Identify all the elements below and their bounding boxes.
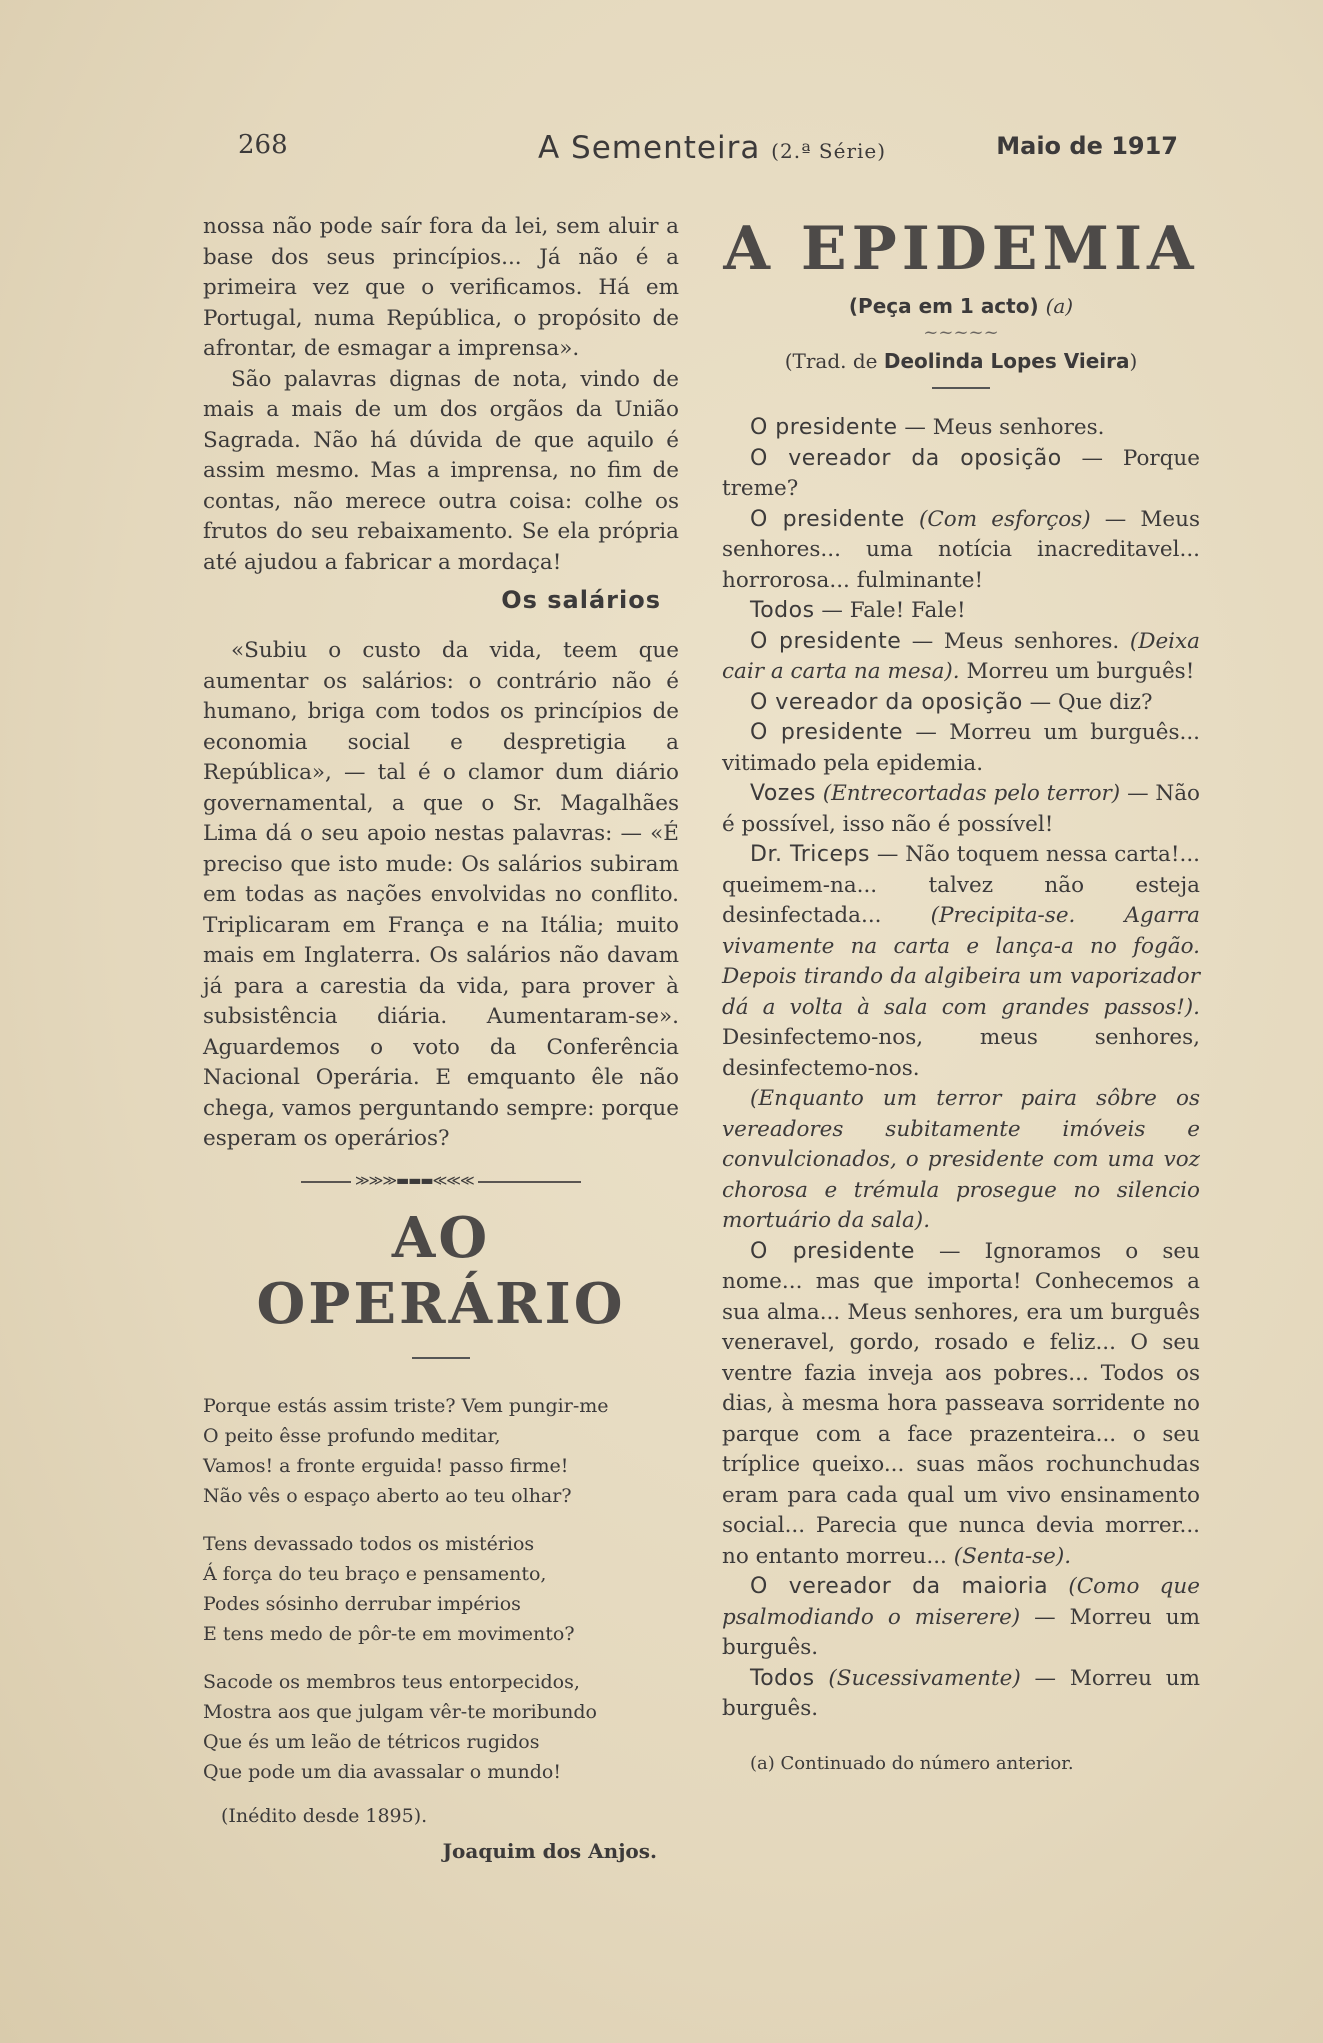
- dialogue-line: [722, 688, 1200, 719]
- dialogue-line: [722, 1664, 1200, 1725]
- dialogue-line: [722, 1084, 1200, 1237]
- translator-name: Deolinda Lopes Vieira: [883, 349, 1130, 373]
- dialogue-line: [722, 505, 1200, 597]
- poem-line: Á força do teu braço e pensamento,: [203, 1562, 547, 1585]
- dialogue-line: [722, 444, 1200, 505]
- right-column: [722, 212, 1200, 1774]
- stage-direction: (Precipita-se. Agarra vivamente na carta e lança-a no fogão. Depois tirando da algibeira um vaporizador dá a volta à sala com grandes passos!).: [722, 903, 1201, 1020]
- stage-direction: (Sucessivamente): [814, 1665, 1021, 1691]
- dialogue-text: — Morreu um burguês.: [722, 1665, 1200, 1721]
- left-column: [203, 212, 679, 1863]
- dialogue-text: Desinfectemo-nos, meus senhores, desinfectemo-nos.: [722, 1025, 1200, 1081]
- publication-title: [538, 130, 886, 166]
- poem-line: Sacode os membros teus entorpecidos,: [203, 1670, 580, 1693]
- dialogue-text: — Meus senhores... uma notícia inacreditavel... horrorosa... fulminante!: [722, 506, 1200, 593]
- dialogue-text: — Porque treme?: [722, 445, 1200, 501]
- series-label: (2.ª Série): [771, 139, 887, 163]
- wavy-divider: ~~~~~: [923, 322, 999, 343]
- speaker-name: Dr. Triceps: [750, 842, 870, 867]
- paragraph-salarios: «Subiu o custo da vida, teem que aumentar os salários: o contrário não é humano, briga com todos os princípios de economia social e despretigia a República», — tal é o clamor dum diário governamental, a que o Sr. Magalhães Lima dá o seu apoio nestas palavras: — «É preciso que isto mude: Os salários subiram em todas as nações envolvidas no conflito. Triplicaram em França e na Itália; muito mais em Inglaterra. Os salários não davam já para a carestia da vida, para prover à subsistência diária. Aumentaram-se». Aguardemos o voto da Conferência Nacional Operária. E emquanto êle não chega, vamos perguntando sempre: porque esperam os operários?: [203, 638, 679, 1151]
- publication-name: A Sementeira: [538, 130, 761, 166]
- translation-suffix: ): [1129, 349, 1138, 373]
- page-number: 268: [238, 130, 288, 160]
- poem-line: Mostra aos que julgam vêr-te moribundo: [203, 1700, 597, 1723]
- poem-stanza: [203, 1529, 679, 1649]
- speaker-name: Vozes: [750, 781, 816, 806]
- dialogue-text: — Não é possível, isso não é possível!: [722, 781, 1201, 837]
- dialogue-text: — Morreu um burguês.: [722, 1604, 1200, 1660]
- dialogue-text: — Meus senhores.: [897, 415, 1105, 440]
- speaker-name: O vereador da oposição: [750, 445, 1062, 471]
- dialogue-line: [722, 596, 1200, 627]
- poem-signature: Joaquim dos Anjos.: [442, 1838, 657, 1863]
- ornamental-divider: [301, 1172, 581, 1189]
- translation-credit: [722, 349, 1200, 373]
- play-dialogue: [722, 413, 1200, 1725]
- speaker-name: O presidente: [750, 506, 905, 532]
- poem-line: Que és um leão de tétricos rugidos: [203, 1730, 540, 1753]
- poem-line: Tens devassado todos os mistérios: [203, 1532, 535, 1555]
- ornament-icon: ≫≫≫▬▬▬≪≪≪: [351, 1173, 478, 1189]
- stage-direction: (Como que psalmodiando o miserere): [722, 1574, 1201, 1630]
- poem-title: AO OPERÁRIO: [256, 1204, 626, 1337]
- subtitle-note: (a): [1045, 294, 1074, 318]
- dialogue-text: — Meus senhores.: [901, 628, 1130, 654]
- dialogue-text: — Não toquem nessa carta!... queimem-na... talvez não esteja desinfectada...: [722, 842, 1200, 928]
- dialogue-text: — Ignoramos o seu nome... mas que importa! Conhecemos a sua alma... Meus senhores, era um burguês veneravel, gordo, rosado e feliz... O seu ventre fazia inveja aos pobres... Todos os dias, à mesma hora passeava sorridente no parque com a face prazenteira... o seu tríplice queixo... suas mãos rochunchudas eram para cada qual um vivo ensinamento social... Parecia que nunca devia morrer... no entanto morreu...: [722, 1238, 1200, 1569]
- poem-note: (Inédito desde 1895).: [221, 1804, 428, 1827]
- poem-line: Não vês o espaço aberto ao teu olhar?: [203, 1484, 572, 1507]
- speaker-name: O presidente: [750, 415, 898, 440]
- speaker-name: O presidente: [750, 1238, 915, 1264]
- divider: [932, 387, 990, 389]
- divider: [412, 1357, 470, 1359]
- dialogue-line: [722, 413, 1200, 444]
- page-header: [238, 130, 1178, 170]
- speaker-name: O vereador da oposição: [750, 689, 1023, 715]
- translation-prefix: (Trad. de: [784, 349, 884, 373]
- stage-direction: (Senta-se).: [953, 1543, 1072, 1569]
- footnote: (a) Continuado do número anterior.: [750, 1752, 1074, 1774]
- stage-direction: (Enquanto um terror paira sôbre os vereadores subitamente imóveis e convulcionados, o presidente com uma voz chorosa e trémula prosegue no silencio mortuário da sala).: [722, 1086, 1200, 1233]
- dialogue-line: [722, 1237, 1200, 1573]
- play-title: A EPIDEMIA: [723, 214, 1199, 284]
- poem-line: Porque estás assim triste? Vem pungir-me: [203, 1394, 609, 1417]
- poem-line: Podes sósinho derrubar impérios: [203, 1592, 521, 1615]
- dialogue-text: — Morreu um burguês... vitimado pela epidemia.: [722, 720, 1200, 776]
- dialogue-line: [722, 840, 1200, 1084]
- stage-direction: (Com esforços): [904, 506, 1091, 532]
- poem-stanza: [203, 1391, 679, 1511]
- paragraph-continued: nossa não pode saír fora da lei, sem aluir a base dos seus princípios... Já não é a primeira vez que o verificamos. Há em Portugal, numa República, o propósito de afrontar, de esmagar a imprensa».: [203, 214, 679, 361]
- play-subtitle: [722, 294, 1200, 318]
- stage-direction: (Entrecortadas pelo terror): [815, 781, 1121, 806]
- speaker-name: O presidente: [750, 628, 902, 654]
- poem-line: E tens medo de pôr-te em movimento?: [203, 1622, 575, 1645]
- dialogue-text: — Fale! Fale!: [814, 598, 966, 623]
- poem-stanza: [203, 1667, 679, 1787]
- stage-direction: (Deixa cair a carta na mesa).: [722, 628, 1200, 684]
- subtitle-text: (Peça em 1 acto): [848, 294, 1039, 318]
- dialogue-line: [722, 627, 1200, 688]
- poem-line: Que pode um dia avassalar o mundo!: [203, 1760, 561, 1783]
- speaker-name: Todos: [750, 598, 815, 623]
- issue-date: Maio de 1917: [996, 132, 1178, 160]
- dialogue-line: [722, 1572, 1200, 1664]
- poem-line: Vamos! a fronte erguida! passo firme!: [203, 1454, 569, 1477]
- speaker-name: Todos: [750, 1665, 815, 1691]
- speaker-name: O presidente: [750, 720, 904, 745]
- poem-line: O peito êsse profundo meditar,: [203, 1424, 501, 1447]
- paragraph-uniao-sagrada: São palavras dignas de nota, vindo de mais a mais de um dos orgãos da União Sagrada. Não há dúvida de que aquilo é assim mesmo. Mas a imprensa, no fim de contas, não merece outra coisa: colhe os frutos do seu rebaixamento. Se ela própria até ajudou a fabricar a mordaça!: [203, 366, 679, 575]
- dialogue-line: [722, 718, 1200, 779]
- dialogue-line: [722, 779, 1200, 840]
- section-heading: Os salários: [501, 586, 661, 614]
- speaker-name: O vereador da maioria: [750, 1574, 1049, 1599]
- dialogue-text: Morreu um burguês!: [959, 659, 1195, 684]
- dialogue-text: — Que diz?: [1022, 689, 1153, 715]
